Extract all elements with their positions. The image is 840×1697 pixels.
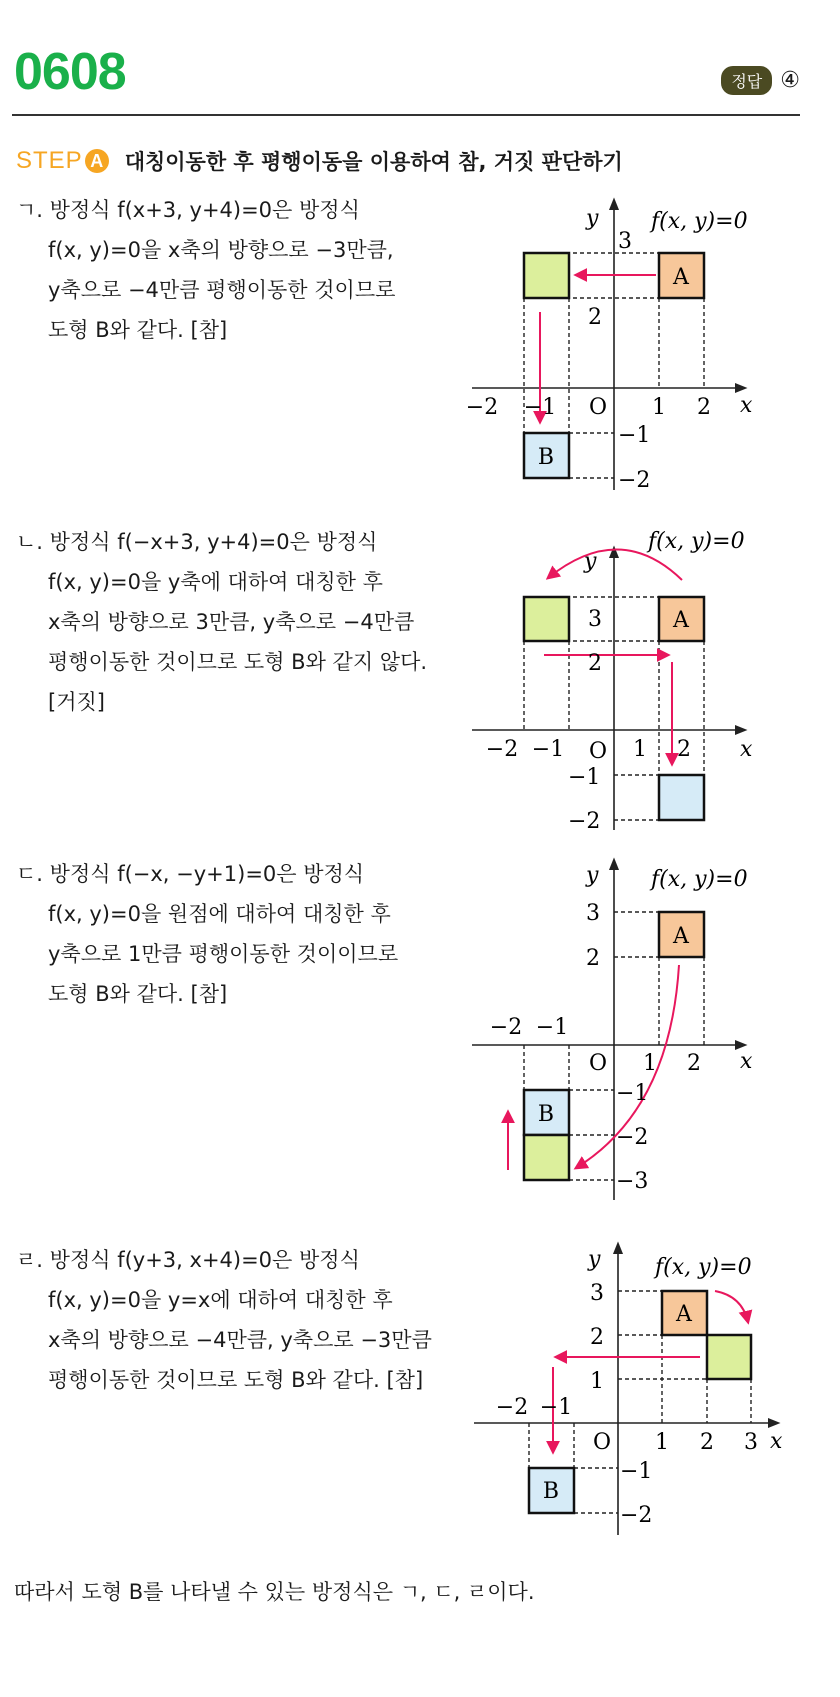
item-line: y축으로 1만큼 평행이동한 것이이므로 <box>48 942 399 966</box>
svg-text:3: 3 <box>618 229 632 254</box>
item-rieul <box>16 1240 496 1400</box>
shape-reflected <box>707 1335 751 1379</box>
svg-text:f(x, y)=0: f(x, y)=0 <box>651 209 748 234</box>
item-line: x축의 방향으로 −4만큼, y축으로 −3만큼 <box>48 1328 432 1352</box>
conclusion-text: 따라서 도형 B를 나타낼 수 있는 방정식은 ㄱ, ㄷ, ㄹ이다. <box>14 1580 535 1604</box>
svg-text:x: x <box>770 1429 783 1454</box>
answer-badge: 정답 <box>721 66 772 95</box>
svg-text:−2: −2 <box>489 1015 523 1040</box>
svg-text:2: 2 <box>586 946 600 971</box>
step-badge: A <box>85 149 109 173</box>
svg-text:f(x, y)=0: f(x, y)=0 <box>648 529 745 554</box>
svg-text:1: 1 <box>633 737 647 762</box>
item-line: 도형 B와 같다. [참] <box>48 982 228 1006</box>
svg-text:−1: −1 <box>618 423 651 448</box>
item-line: ㄴ. 방정식 f(−x+3, y+4)=0은 방정식 <box>16 530 378 554</box>
svg-text:−2: −2 <box>568 809 601 834</box>
step-heading <box>16 146 623 176</box>
svg-text:1: 1 <box>643 1051 657 1076</box>
svg-text:y: y <box>586 863 599 888</box>
step-title: 대칭이동한 후 평행이동을 이용하여 참, 거짓 판단하기 <box>124 150 623 174</box>
svg-text:1: 1 <box>655 1430 669 1455</box>
svg-text:B: B <box>537 445 555 470</box>
svg-text:O: O <box>588 1051 608 1076</box>
item-line: 평행이동한 것이므로 도형 B와 같지 않다. <box>48 650 428 674</box>
svg-text:B: B <box>542 1479 560 1504</box>
svg-text:x: x <box>740 1049 753 1074</box>
svg-text:f(x, y)=0: f(x, y)=0 <box>651 867 748 892</box>
item-nieun <box>16 522 476 722</box>
item-line: ㄷ. 방정식 f(−x, −y+1)=0은 방정식 <box>16 862 365 886</box>
item-line: f(x, y)=0을 y축에 대하여 대칭한 후 <box>48 570 383 594</box>
svg-text:2: 2 <box>588 651 602 676</box>
item-line: f(x, y)=0을 y=x에 대하여 대칭한 후 <box>48 1288 393 1312</box>
item-line: [거짓] <box>48 690 105 714</box>
svg-text:−1: −1 <box>539 1395 573 1420</box>
item-giyeok <box>16 190 476 350</box>
svg-text:f(x, y)=0: f(x, y)=0 <box>655 1255 752 1280</box>
svg-text:2: 2 <box>677 737 691 762</box>
svg-text:−1: −1 <box>616 1081 649 1106</box>
item-line: 도형 B와 같다. [참] <box>48 318 228 342</box>
problem-number: 0608 <box>14 43 126 101</box>
svg-text:−1: −1 <box>568 765 601 790</box>
shape-result <box>659 775 704 820</box>
svg-text:A: A <box>673 924 689 949</box>
svg-text:2: 2 <box>588 305 602 330</box>
item-line: x축의 방향으로 3만큼, y축으로 −4만큼 <box>48 610 415 634</box>
svg-text:2: 2 <box>687 1051 701 1076</box>
svg-text:O: O <box>592 1430 612 1455</box>
graph-nieun <box>460 510 840 834</box>
answer-value: ④ <box>780 68 800 93</box>
svg-text:3: 3 <box>588 607 602 632</box>
shape-reflected <box>524 253 569 298</box>
svg-text:−1: −1 <box>620 1459 653 1484</box>
item-line: f(x, y)=0을 x축의 방향으로 −3만큼, <box>48 238 394 262</box>
graph-giyeok <box>460 190 840 500</box>
svg-text:1: 1 <box>590 1369 604 1394</box>
graph-digeut <box>460 850 840 1210</box>
svg-text:y: y <box>584 549 597 574</box>
svg-text:−1: −1 <box>535 1015 569 1040</box>
graph-rieul <box>460 1230 840 1550</box>
step-label: STEP <box>16 147 83 174</box>
svg-text:x: x <box>740 737 753 762</box>
svg-text:−1: −1 <box>523 395 557 420</box>
item-line: 평행이동한 것이므로 도형 B와 같다. [참] <box>48 1368 424 1392</box>
item-line: ㄹ. 방정식 f(y+3, x+4)=0은 방정식 <box>16 1248 360 1272</box>
svg-text:A: A <box>673 265 689 290</box>
svg-text:O: O <box>588 739 608 764</box>
svg-text:−2: −2 <box>620 1503 653 1528</box>
svg-text:1: 1 <box>652 395 666 420</box>
svg-text:A: A <box>676 1302 692 1327</box>
svg-text:2: 2 <box>590 1325 604 1350</box>
shape-reflected <box>524 597 569 641</box>
svg-text:A: A <box>673 608 689 633</box>
svg-text:3: 3 <box>744 1430 758 1455</box>
svg-text:B: B <box>537 1102 555 1127</box>
shape-reflected <box>524 1135 569 1180</box>
svg-text:O: O <box>588 395 608 420</box>
svg-text:−2: −2 <box>465 395 499 420</box>
svg-text:−1: −1 <box>531 737 565 762</box>
answer-area <box>721 66 800 95</box>
svg-text:−2: −2 <box>616 1125 649 1150</box>
svg-text:2: 2 <box>700 1430 714 1455</box>
svg-text:y: y <box>588 1247 601 1272</box>
svg-text:3: 3 <box>590 1281 604 1306</box>
svg-text:−2: −2 <box>485 737 519 762</box>
svg-text:x: x <box>740 393 753 418</box>
item-digeut <box>16 854 476 1014</box>
item-line: f(x, y)=0을 원점에 대하여 대칭한 후 <box>48 902 391 926</box>
svg-text:−2: −2 <box>495 1395 529 1420</box>
item-line: y축으로 −4만큼 평행이동한 것이므로 <box>48 278 396 302</box>
svg-text:−3: −3 <box>616 1169 649 1194</box>
svg-text:−2: −2 <box>618 468 651 493</box>
svg-text:y: y <box>586 206 599 231</box>
item-line: ㄱ. 방정식 f(x+3, y+4)=0은 방정식 <box>16 198 360 222</box>
svg-text:2: 2 <box>697 395 711 420</box>
svg-text:3: 3 <box>586 901 600 926</box>
header-divider <box>12 114 800 116</box>
